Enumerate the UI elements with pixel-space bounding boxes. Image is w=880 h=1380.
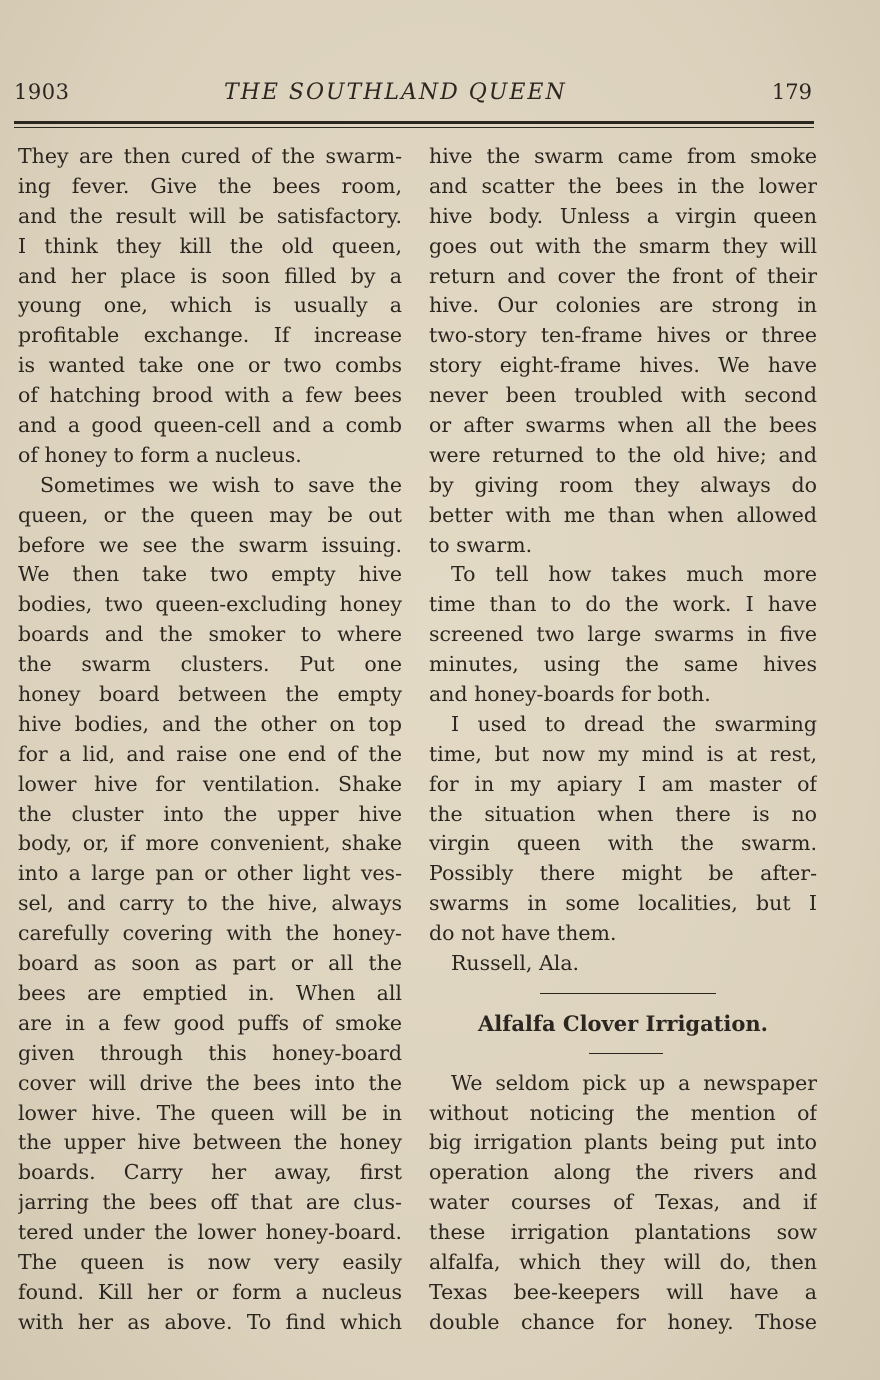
text-line: into a large pan or other light ves- [18, 861, 402, 886]
text-line: carefully covering with the honey- [18, 921, 402, 946]
text-line: the upper hive between the honey [18, 1130, 402, 1155]
text-line: body, or, if more convenient, shake [18, 831, 402, 856]
text-line: Sometimes we wish to save the [40, 472, 402, 497]
text-line: for in my apiary I am master of [429, 771, 817, 796]
header-rule-thin [14, 127, 814, 128]
text-line: jarring the bees off that are clus- [18, 1190, 402, 1215]
text-line: swarms in some localities, but I [429, 891, 817, 916]
text-line: better with me than when allowed [429, 502, 817, 527]
text-line: and her place is soon filled by a [18, 263, 402, 288]
text-line: Texas bee-keepers will have a [429, 1279, 817, 1304]
text-line: and honey-boards for both. [429, 682, 711, 707]
text-line: bees are emptied in. When all [18, 980, 402, 1005]
text-line: before we see the swarm issuing. [18, 532, 402, 557]
right-column [429, 142, 817, 1338]
text-line: time than to do the work. I have [429, 592, 817, 617]
text-line: queen, or the queen may be out [18, 502, 402, 527]
text-line: big irrigation plants being put into [429, 1130, 817, 1155]
text-line: and scatter the bees in the lower [429, 173, 817, 198]
text-line: return and cover the front of their [429, 263, 817, 288]
text-line: board as soon as part or all the [18, 951, 402, 976]
text-line: The queen is now very easily [18, 1249, 402, 1274]
text-line: these irrigation plantations sow [429, 1220, 817, 1245]
text-line: story eight-frame hives. We have [429, 353, 817, 378]
text-line: To tell how takes much more [451, 562, 817, 587]
text-line: virgin queen with the swarm. [429, 831, 817, 856]
text-line: two-story ten-frame hives or three [429, 323, 817, 348]
text-line: sel, and carry to the hive, always [18, 891, 402, 916]
header-year: 1903 [14, 80, 70, 104]
text-line: given through this honey-board [18, 1040, 402, 1065]
text-line: hive bodies, and the other on top [18, 711, 402, 736]
text-line: and a good queen-cell and a comb [18, 413, 402, 438]
text-line: without noticing the mention of [429, 1100, 817, 1125]
text-line: of hatching brood with a few bees [18, 383, 402, 408]
text-line: screened two large swarms in five [429, 622, 817, 647]
text-line: is wanted take one or two combs [18, 353, 402, 378]
text-line: are in a few good puffs of smoke [18, 1010, 402, 1035]
signature-location: Russell, Ala. [451, 951, 580, 976]
text-line: minutes, using the same hives [429, 652, 817, 677]
text-line: We seldom pick up a newspaper [451, 1070, 817, 1095]
text-line: hive. Our colonies are strong in [429, 293, 817, 318]
separator-rule-short [589, 1053, 663, 1054]
text-line: boards. Carry her away, first [18, 1160, 402, 1185]
separator-rule [540, 993, 716, 994]
text-line: honey board between the empty [18, 682, 402, 707]
text-line: and the result will be satisfactory. [18, 203, 402, 228]
journal-title: THE SOUTHLAND QUEEN [224, 80, 567, 105]
text-line: to swarm. [429, 532, 533, 557]
left-column [18, 142, 402, 1338]
text-line: ing fever. Give the bees room, [18, 173, 402, 198]
text-line: or after swarms when all the bees [429, 413, 817, 438]
text-line: tered under the lower honey-board. [18, 1220, 402, 1245]
text-line: for a lid, and raise one end of the [18, 741, 402, 766]
text-line: the swarm clusters. Put one [18, 652, 402, 677]
text-line: profitable exchange. If increase [18, 323, 402, 348]
text-line: the cluster into the upper hive [18, 801, 402, 826]
text-line: hive the swarm came from smoke [429, 144, 817, 168]
text-line: found. Kill her or form a nucleus [18, 1279, 402, 1304]
text-line: young one, which is usually a [18, 293, 402, 318]
text-line: with her as above. To find which [18, 1309, 402, 1334]
text-line: time, but now my mind is at rest, [429, 741, 817, 766]
page-number: 179 [771, 80, 812, 104]
heading-separator [429, 1039, 817, 1069]
text-line: were returned to the old hive; and [429, 442, 817, 467]
text-line: never been troubled with second [429, 383, 817, 408]
text-line: alfalfa, which they will do, then [429, 1249, 817, 1274]
text-line: lower hive. The queen will be in [18, 1100, 402, 1125]
text-line: operation along the rivers and [429, 1160, 817, 1185]
text-line: Possibly there might be after- [429, 861, 817, 886]
text-line: I think they kill the old queen, [18, 233, 402, 258]
section-separator [429, 979, 817, 1009]
text-line: bodies, two queen-excluding honey [18, 592, 402, 617]
text-line: double chance for honey. Those [429, 1309, 817, 1334]
text-line: cover will drive the bees into the [18, 1070, 402, 1095]
text-line: by giving room they always do [429, 472, 817, 497]
text-line: They are then cured of the swarm- [18, 144, 402, 168]
text-line: lower hive for ventilation. Shake [18, 771, 402, 796]
header-rule-thick [14, 121, 814, 124]
text-line: the situation when there is no [429, 801, 817, 826]
running-header [14, 80, 812, 110]
text-line: We then take two empty hive [18, 562, 402, 587]
text-line: hive body. Unless a virgin queen [429, 203, 817, 228]
text-line: boards and the smoker to where [18, 622, 402, 647]
text-line: of honey to form a nucleus. [18, 442, 302, 467]
text-line: I used to dread the swarming [451, 711, 817, 736]
article-heading: Alfalfa Clover Irrigation. [478, 1010, 768, 1036]
text-line: do not have them. [429, 921, 617, 946]
text-line: water courses of Texas, and if [429, 1190, 817, 1215]
text-line: goes out with the smarm they will [429, 233, 817, 258]
